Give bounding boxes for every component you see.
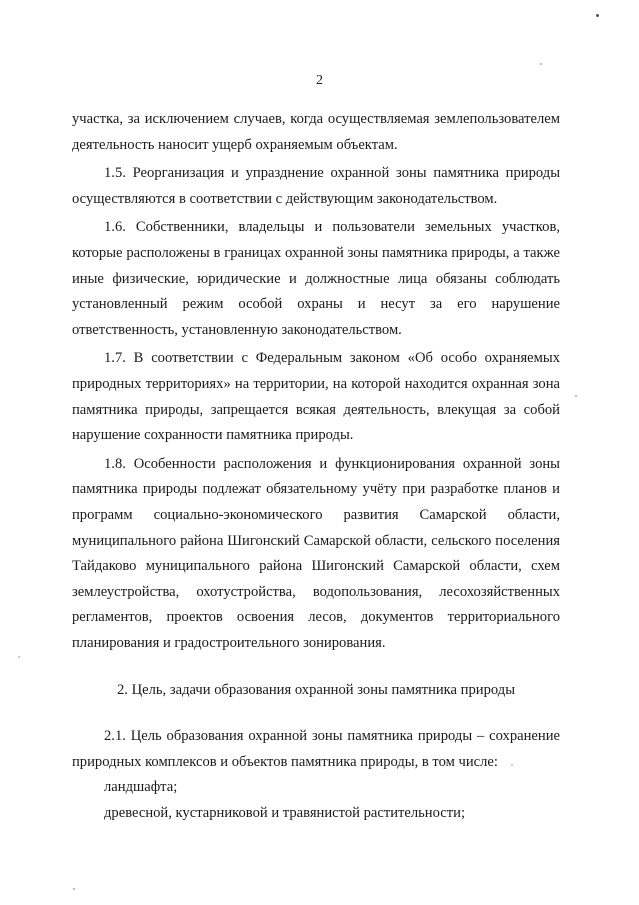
scan-speck (540, 63, 542, 65)
document-body (72, 107, 560, 826)
list-item: ландшафта; (104, 779, 178, 796)
scan-speck (575, 395, 577, 397)
paragraph-1-5: 1.5. Реорганизация и упразднение охранной зоны памятника природы осуществляются в соответствии с действующим законодательством. (72, 165, 560, 207)
list-item: древесной, кустарниковой и травянистой растительности; (104, 804, 465, 821)
scan-speck (511, 764, 513, 766)
paragraph-2-1: 2.1. Цель образования охранной зоны памятника природы – сохранение природных комплексов и объектов памятника природы, в том числе: (72, 728, 560, 770)
scan-speck (73, 888, 75, 890)
page-number: 2 (316, 73, 323, 88)
paragraph-1-7: 1.7. В соответствии с Федеральным законом «Об особо охраняемых природных территориях» на территории, на которой находится охранная зона памятника природы, запрещается всякая деятельность, влекущая за собой нарушение сохранности памятника природы. (72, 350, 560, 444)
scan-speck (18, 656, 20, 658)
paragraph-1-6: 1.6. Собственники, владельцы и пользователи земельных участков, которые расположены в границах охранной зоны памятника природы, а также иные физические, юридические и должностные лица обязаны соблюдать установленный режим особой охраны и несут за его нарушение ответственность, установленную законодательством. (72, 219, 560, 338)
paragraph-1-8: 1.8. Особенности расположения и функционирования охранной зоны памятника природы подлежат обязательному учёту при разработке планов и программ социально-экономического развития Самарской области, муниципального района Шигонский Самарской области, сельского поселения Тайдаково муниципального района Шигонский Самарской области, схем землеустройства, охотустройства, водопользования, лесохозяйственных регламентов, проектов освоения лесов, документов территориального планирования и градостроительного зонирования. (72, 455, 560, 651)
paragraph-continuation: участка, за исключением случаев, когда осуществляемая землепользователем деятельность наносит ущерб охраняемым объектам. (72, 111, 560, 153)
scan-speck (596, 14, 599, 17)
section-heading: 2. Цель, задачи образования охранной зоны памятника природы (117, 682, 515, 699)
